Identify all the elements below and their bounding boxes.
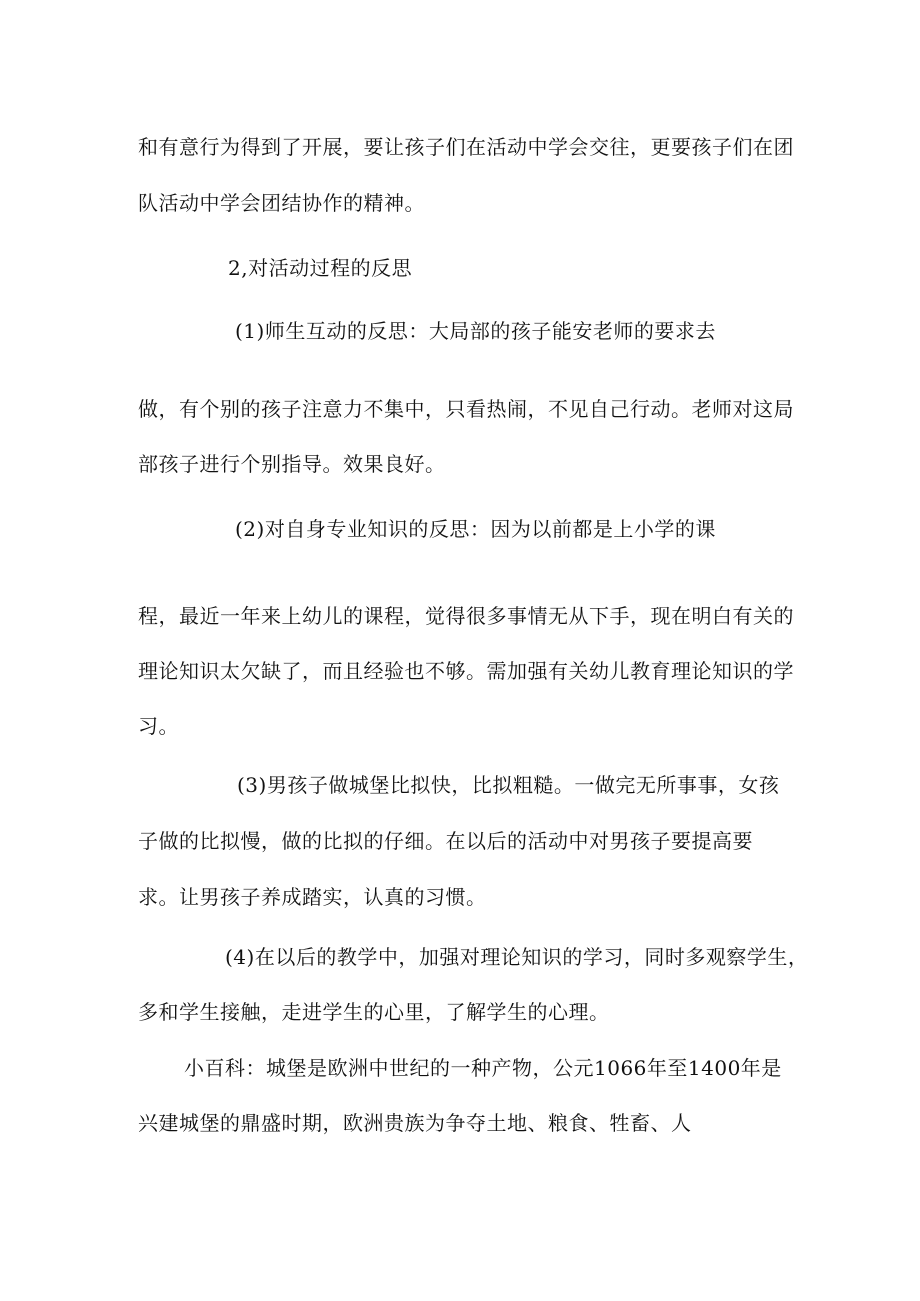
- paragraph-line: 理论知识太欠缺了，而且经验也不够。需加强有关幼儿教育理论知识的学: [138, 659, 794, 683]
- paragraph-line: 求。让男孩子养成踏实，认真的习惯。: [138, 885, 487, 909]
- paragraph-line: 程，最近一年来上幼儿的课程，觉得很多事情无从下手，现在明白有关的: [138, 604, 794, 628]
- paragraph-line: 队活动中学会团结协作的精神。: [138, 191, 425, 215]
- paragraph-line: 和有意行为得到了开展，要让孩子们在活动中学会交往，更要孩子们在团: [138, 135, 794, 159]
- paragraph-line: 兴建城堡的鼎盛时期，欧洲贵族为争夺土地、粮食、牲畜、人: [138, 1111, 692, 1135]
- paragraph-line: 做，有个别的孩子注意力不集中，只看热闹，不见自己行动。老师对这局: [138, 397, 794, 421]
- paragraph-line: 多和学生接触，走进学生的心里，了解学生的心理。: [138, 1000, 610, 1024]
- paragraph-line: 小百科：城堡是欧洲中世纪的一种产物，公元1066年至1400年是: [184, 1056, 782, 1080]
- paragraph-line: 子做的比拟慢，做的比拟的仔细。在以后的活动中对男孩子要提高要: [138, 829, 753, 853]
- paragraph-line: (4)在以后的教学中，加强对理论知识的学习，同时多观察学生，: [225, 945, 809, 969]
- section-heading: 2,对活动过程的反思: [228, 256, 413, 280]
- paragraph-line: (1)师生互动的反思：大局部的孩子能安老师的要求去: [235, 319, 716, 343]
- paragraph-line: 部孩子进行个别指导。效果良好。: [138, 452, 446, 476]
- paragraph-line: (3)男孩子做城堡比拟快，比拟粗糙。一做完无所事事，女孩: [237, 773, 780, 797]
- paragraph-line: 习。: [138, 714, 179, 738]
- paragraph-line: (2)对自身专业知识的反思：因为以前都是上小学的课: [235, 517, 716, 541]
